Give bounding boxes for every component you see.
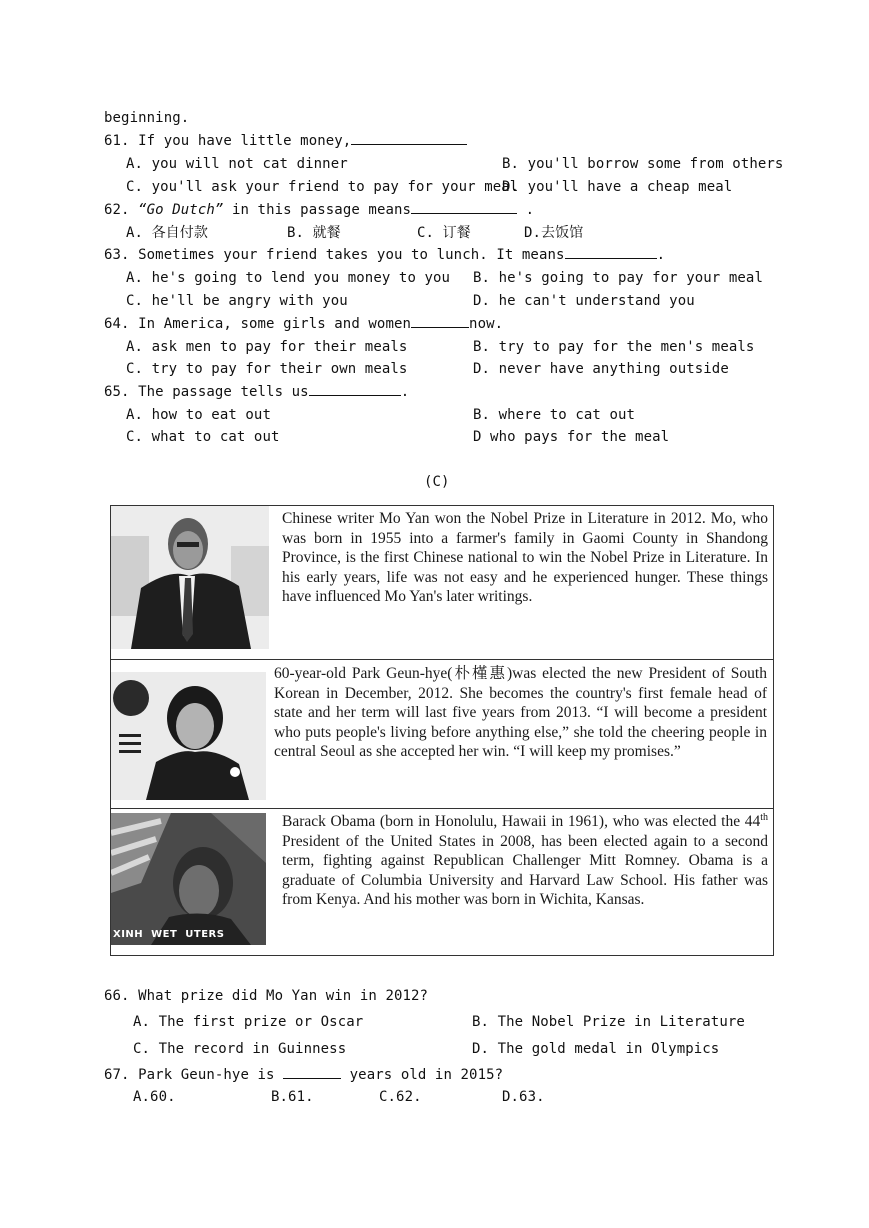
answer-blank	[411, 199, 517, 214]
q63-option-c: C. he'll be angry with you	[126, 293, 348, 309]
answer-blank	[309, 381, 401, 396]
panel-barack-obama	[110, 809, 774, 956]
question-63-stem	[104, 244, 665, 266]
park-geun-hye-photo	[111, 672, 266, 800]
answer-blank	[283, 1064, 341, 1079]
q65-option-d: D who pays for the meal	[473, 429, 670, 445]
q66-option-a: A. The first prize or Oscar	[133, 1014, 364, 1030]
q65-option-b: B. where to cat out	[473, 407, 636, 423]
q61-option-c: C. you'll ask your friend to pay for your meal	[126, 179, 519, 195]
q62-option-b: B. 就餐	[287, 225, 341, 241]
q64-option-c: C. try to pay for their own meals	[126, 361, 408, 377]
q61-option-d: D. you'll have a cheap meal	[502, 179, 733, 195]
q65-stem-end: .	[400, 384, 410, 400]
q61-option-b: B. you'll borrow some from others	[502, 156, 784, 172]
q63-stem-end: .	[656, 247, 666, 263]
q61-option-a: A. you will not cat dinner	[126, 156, 348, 172]
q66-option-c: C. The record in Guinness	[133, 1041, 347, 1057]
q63-option-a: A. he's going to lend you money to you	[126, 270, 451, 286]
q66-option-d: D. The gold medal in Olympics	[472, 1041, 720, 1057]
obama-photo	[111, 813, 266, 945]
q62-quote: “Go Dutch”	[138, 202, 224, 218]
q64-option-b: B. try to pay for the men's meals	[473, 339, 755, 355]
panel-mo-yan	[110, 505, 774, 660]
q67-stem-end: years old in 2015?	[349, 1067, 504, 1083]
q62-stem-text: in this passage means	[223, 202, 412, 218]
q64-option-d: D. never have anything outside	[473, 361, 729, 377]
panel-park-geun-hye	[110, 660, 774, 809]
answer-blank	[565, 244, 657, 259]
section-label: (C)	[424, 474, 450, 490]
q65-option-c: C. what to cat out	[126, 429, 280, 445]
q63-option-d: D. he can't understand you	[473, 293, 695, 309]
q67-option-c: C.62.	[379, 1089, 422, 1105]
question-62-stem	[104, 199, 534, 221]
q65-stem-text: 65. The passage tells us	[104, 384, 309, 400]
park-geun-hye-text: 60-year-old Park Geun-hye(朴槿惠)was elected the new President of South Korean in December, 2012. She becomes the country's first female head of state and her term will last five years from 2013. “I will become a president who puts people's living before anything else,” she told the cheering people in central Seoul as she accepted her win. “I will keep my promises.”	[274, 665, 767, 761]
mo-yan-photo	[111, 506, 269, 649]
q65-option-a: A. how to eat out	[126, 407, 271, 423]
q62-option-d: D.去饭馆	[524, 225, 584, 241]
q62-stem-end: .	[525, 202, 535, 218]
q66-option-b: B. The Nobel Prize in Literature	[472, 1014, 745, 1030]
q62-number: 62.	[104, 202, 130, 218]
q67-option-d: D.63.	[502, 1089, 545, 1105]
question-64-stem	[104, 313, 503, 335]
photo-credit-caption: XINH WET UTERS	[113, 929, 225, 940]
question-67-stem	[104, 1064, 503, 1086]
answer-blank	[351, 130, 467, 145]
q67-stem-text: 67. Park Geun-hye is	[104, 1067, 275, 1083]
q67-option-a: A.60.	[133, 1089, 176, 1105]
question-66-stem: 66. What prize did Mo Yan win in 2012?	[104, 988, 429, 1004]
q63-option-b: B. he's going to pay for your meal	[473, 270, 763, 286]
question-61-stem	[104, 130, 467, 152]
mo-yan-text: Chinese writer Mo Yan won the Nobel Prize in Literature in 2012. Mo, who was born in 1955 into a farmer's family in Gaomi County in Shandong Province, is the first Chinese national to win the Nobel Prize in Literature. In his early years, life was not easy and he experienced hunger. These things have influenced Mo Yan's later writings.	[282, 510, 768, 606]
q63-stem-text: 63. Sometimes your friend takes you to lunch. It means	[104, 247, 565, 263]
q61-stem-text: 61. If you have little money,	[104, 133, 352, 149]
obama-text-superscript: th	[760, 811, 768, 823]
q64-option-a: A. ask men to pay for their meals	[126, 339, 408, 355]
obama-text-part-1: Barack Obama (born in Honolulu, Hawaii in 1961), who was elected the 44	[282, 813, 761, 830]
obama-text-part-2: President of the United States in 2008, has been elected again to a second term, fighting against Republican Challenger Mitt Romney. Obama is a graduate of Columbia University and Harvard Law School. His father was from Kenya. And his mother was born in Wichita, Kansas.	[282, 832, 768, 909]
q64-stem-text: 64. In America, some girls and women	[104, 316, 412, 332]
q64-stem-end: now.	[469, 316, 504, 332]
q67-option-b: B.61.	[271, 1089, 314, 1105]
q62-option-a: A. 各自付款	[126, 225, 208, 241]
obama-text	[282, 812, 768, 910]
answer-blank	[411, 313, 469, 328]
q62-option-c: C. 订餐	[417, 225, 471, 241]
passage-end-fragment: beginning.	[104, 110, 190, 126]
question-65-stem	[104, 381, 409, 403]
